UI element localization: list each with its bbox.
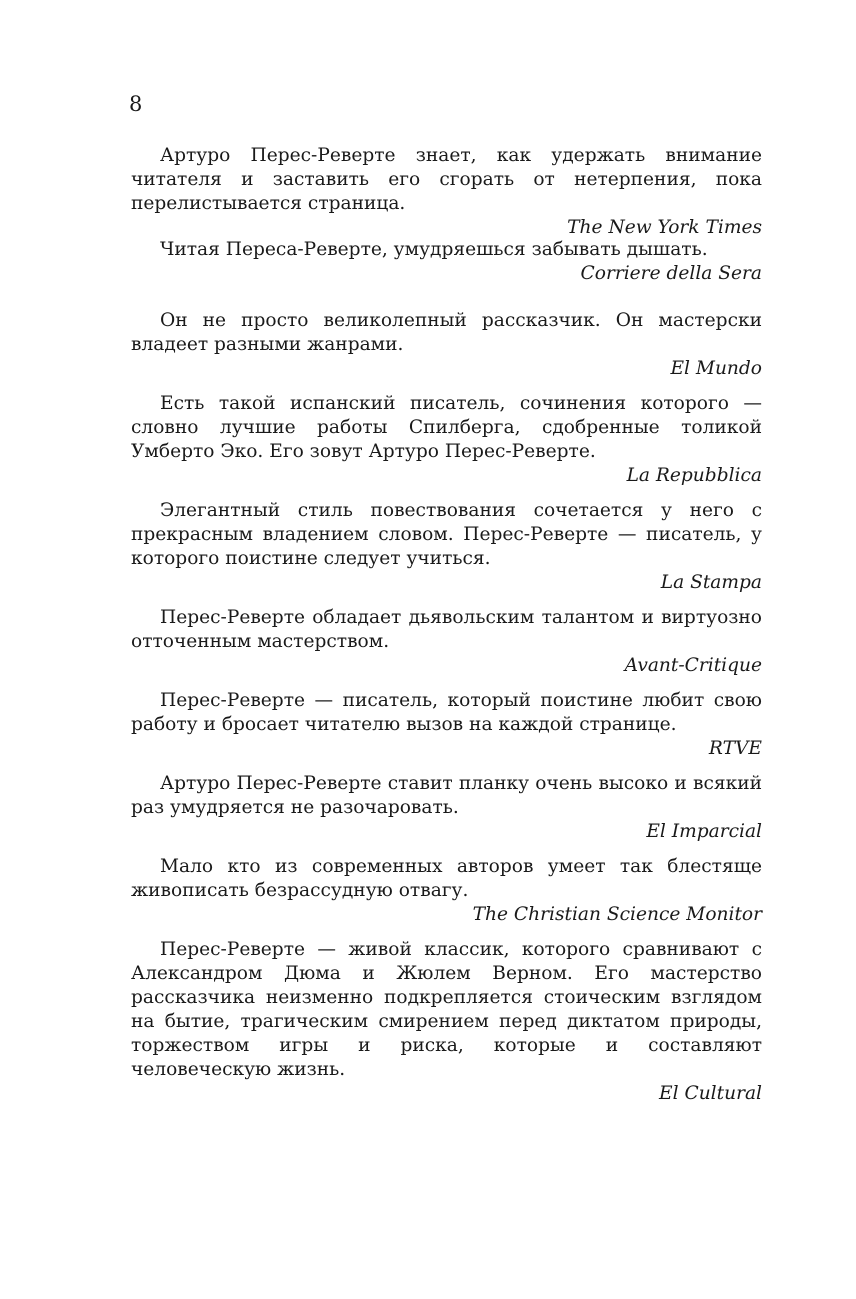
quote-block (131, 144, 762, 240)
quote-block (131, 855, 762, 927)
quote-text: Перес-Реверте обладает дьявольским талантом и виртуозно отточенным мастерством. (131, 607, 762, 652)
quote-block (131, 772, 762, 844)
quote-source: El Mundo (670, 358, 762, 379)
quote-text: Перес-Реверте — писатель, который поистине любит свою работу и бросает читателю вызов на каждой странице. (131, 690, 762, 735)
quote-block (131, 606, 762, 678)
quote-source: Corriere della Sera (580, 263, 762, 284)
quote-source: The Christian Science Monitor (472, 904, 762, 925)
quote-source: El Imparcial (646, 821, 762, 842)
quote-source: Avant-Critique (624, 655, 762, 676)
quote-source: El Cultural (659, 1083, 762, 1104)
quote-text: Читая Переса-Реверте, умудряешься забывать дышать. (160, 239, 708, 260)
quote-text: Он не просто великолепный рассказчик. Он мастерски владеет разными жанрами. (131, 310, 762, 355)
page-number: 8 (129, 92, 143, 116)
quote-source: RTVE (708, 738, 762, 759)
quote-text: Элегантный стиль повествования сочетается у него с прекрасным владением словом. Перес-Реверте — писатель, у которого поистине следует учиться. (131, 500, 762, 569)
quote-block (131, 689, 762, 761)
quote-text: Артуро Перес-Реверте знает, как удержать внимание читателя и заставить его сгорать от нетерпения, пока перелистывается страница. (131, 145, 762, 214)
quote-text: Артуро Перес-Реверте ставит планку очень высоко и всякий раз умудряется не разочаровать. (131, 773, 762, 818)
quote-source: The New York Times (567, 217, 762, 238)
quote-block (131, 938, 762, 1106)
quote-source: La Stampa (660, 572, 762, 593)
quote-text: Мало кто из современных авторов умеет так блестяще живописать безрассудную отвагу. (131, 856, 762, 901)
quote-block (131, 238, 762, 286)
quote-block (131, 309, 762, 381)
quote-text: Перес-Реверте — живой классик, которого сравнивают с Александром Дюма и Жюлем Верном. Его мастерство рассказчика неизменно подкрепляется стоическим взглядом на бытие, трагическим смирением перед диктатом природы, торжеством игры и риска, которые и составляют человеческую жизнь. (131, 939, 762, 1080)
quote-source: La Repubblica (626, 465, 762, 486)
quote-text: Есть такой испанский писатель, сочинения которого — словно лучшие работы Спилберга, сдобренные толикой Умберто Эко. Его зовут Артуро Перес-Реверте. (131, 393, 762, 462)
quote-block (131, 499, 762, 595)
quote-block (131, 392, 762, 488)
